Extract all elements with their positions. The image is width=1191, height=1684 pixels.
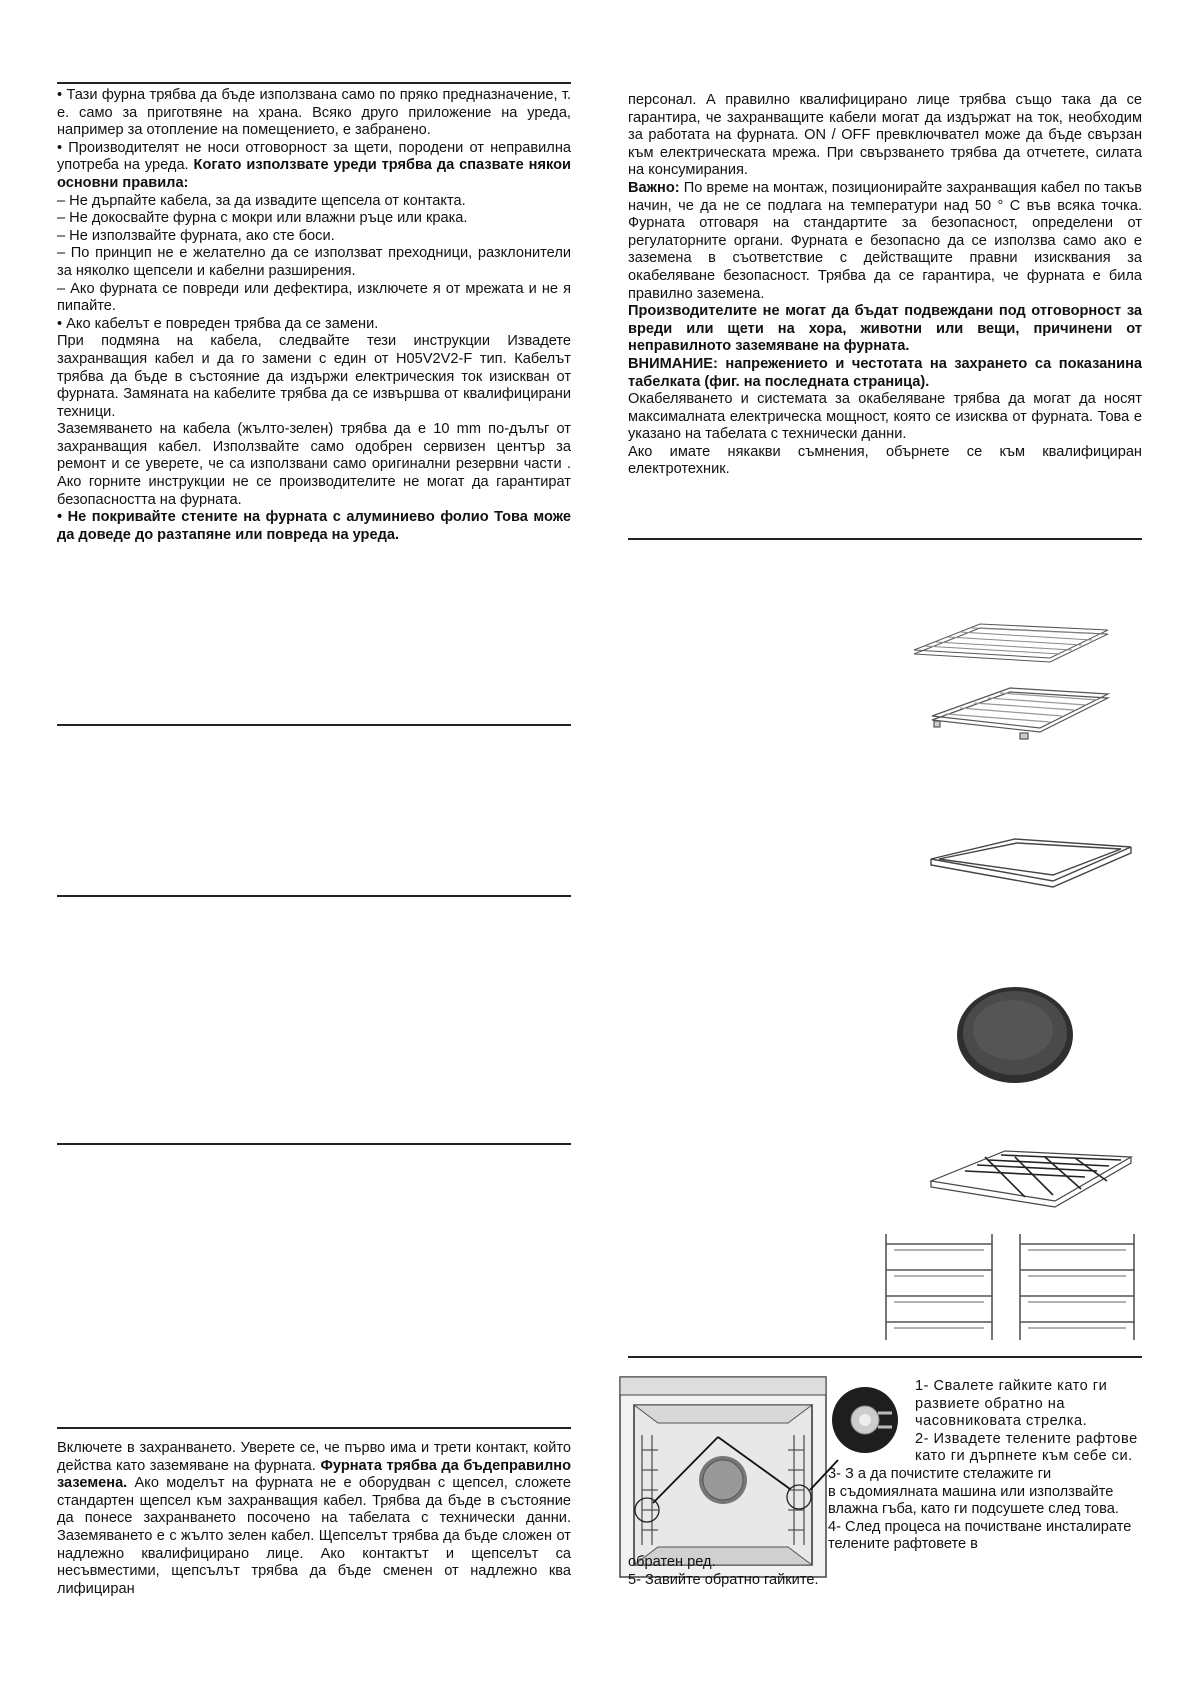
section-rule [57,1427,571,1429]
grounding-paragraph: Заземяването на кабела (жълто-зелен) трябва да е 10 mm по-дълъг от захранващия кабел. Използвайте само одобрен сервизен център за ремонт и се уверете, че са използвани само оригинални резервни части . Ако горните инструкции не се производителите не могат да гарантират безопасността на фурната. [57,421,571,508]
foil-warning: • Не покривайте стените на фурната с алуминиево фолио Това може да доведе до разтапяне или повреда на уреда. [57,509,571,543]
step-5: 5- Завийте обратно гайките. [628,1571,819,1588]
rule-item: • Ако кабелът е повреден трябва да се замени. [57,315,379,332]
rule-item: – Не докосвайте фурна с мокри или влажни ръце или крака. [57,210,468,227]
rule-item: – Не използвайте фурната, ако сте боси. [57,227,335,244]
side-racks-image [880,1230,1140,1345]
wiring-paragraph: Окабеляването и системата за окабеляване трябва да могат да носят максималната електрическа мощност, която се изисква от фурната. Това е указано на табелата с технически данни. [628,391,1142,443]
liability-bold-paragraph: Производителите не могат да бъдат подвеждани под отговорност за вреди или щети на хора, животни или вещи, причинени от неправилното заземяване на фурната. [628,303,1142,355]
voltage-warning: ВНИМАНИЕ: напрежението и честотата на захрането са показанина табелката (фиг. на последната страница). [628,355,1142,390]
liability-paragraph: • Производителят не носи отговорност за щети, породени от неправилна употреба на уреда. Когато използвате уреди трябва да спазвате някои основни правила: [57,139,572,191]
left-top-rule [57,82,571,84]
doubts-paragraph: Ако имате някакви съмнения, обърнете се към квалифициран електротехник. [628,443,1142,478]
section-rule [57,895,571,897]
step-4-start: 4- След процеса на почистване инсталирате телените рафтовете в [828,1518,1132,1553]
wire-grill-rack-image [910,620,1110,750]
right-section-rule [628,538,1142,540]
left-text-block [57,87,571,544]
step-2: 2- Извадете телените рафтове като ги дърпнете към себе си. [915,1430,1138,1465]
step-4-end: обратен ред. [628,1553,716,1570]
section-rule [57,1143,571,1145]
important-paragraph: Важно: По време на монтаж, позиционирайте захранващия кабел по такъв начин, че да не се подлага на температури над 50 ° С във всяка точка. Фурната отговаря на стандартите за безопасност, определени от регулаторните органи. Фурната е безопасно да се използва само ако е заземена в съответствие с действащите правни изисквания за окабеляване безопасност. Трябва да се гарантира, че фурната е била правилно заземена. [628,179,1142,302]
qualified-person-paragraph: персонал. А правилно квалифицирано лице трябва също така да се гарантира, че захранващите кабели могат да издържат на ток, необходим за работата на фурната. ON / OFF превключвател може да бъде свързан към електрическата мрежа. При свързването трябва да отчетете, силата на консумирания. [628,92,1142,179]
usage-warning: • Тази фурна трябва да бъде използвана само по пряко предназначение, т. е. само за приготвяне на храна. Всяко друго приложение на уреда, например за отопление на помещението, е забранено. [57,87,571,139]
rule-item: – Ако фурната се повреди или дефектира, изключете я от мрежата и не я пипайте. [57,280,571,315]
cleaning-steps [628,1378,1143,1589]
pizza-tray-image [955,985,1075,1085]
rule-item: – Не дърпайте кабела, за да извадите щепсела от контакта. [57,192,466,209]
step-1: 1- Свалете гайките като ги развиете обратно на часовниковата стрелка. [915,1378,1108,1430]
right-text-block [628,92,1142,479]
connection-paragraph: Включете в захранването. Уверете се, че първо има и трети контакт, който действа като заземяване на фурната. Фурната трябва да бъдеправилно заземена. Ако моделът на фурната не е оборудван с щепсел, сложете стандартен щепсел към захранващия кабел. Трябва да бъде в състояние да понесе захранването посочено на табелата с технически данни. Заземяването е с жълто зелен кабел. Щепселът трябва да бъде сложен от надлежно квалифицирано лице. Ако контактът и щепселът са несъвместими, щепсълът трябва да бъде сменен от надлежно ква лифициран [57,1440,571,1597]
rule-item: – По принцип не е желателно да се използват преходници, разклонители за няколко щепсели и кабелни разширения. [57,245,571,279]
connection-text-block [57,1440,571,1598]
step-3-rest: в съдомиялната машина или използвайте влажна гъба, като ги подсушете след това. [828,1483,1119,1518]
cable-replacement-paragraph: При подмяна на кабела, следвайте тези инструкции Извадете захранващия кабел и да го замени с един от H05V2V2-F тип. Кабелът трябва да бъде в състояние да издържи електрическия ток изискван от фурната. Замяната на кабелите трябва да се извършва от квалифицирани техници. [57,333,571,420]
right-section-rule [628,1356,1142,1358]
section-rule [57,724,571,726]
step-3-start: 3- З а да почистите стелажите ги [828,1465,1052,1482]
baking-tray-image [925,835,1135,895]
rack-on-tray-image [925,1145,1135,1210]
